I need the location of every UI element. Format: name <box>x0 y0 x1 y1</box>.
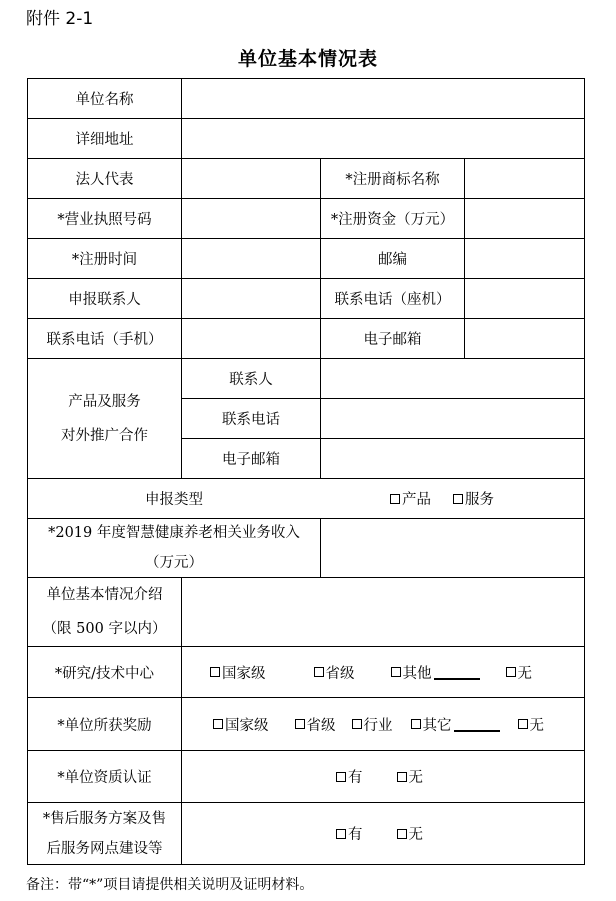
award-option-none[interactable] <box>518 714 545 735</box>
checkbox-icon <box>411 719 421 729</box>
aftersale-label-line2: 后服务网点建设等 <box>46 840 163 857</box>
rd-option-provincial[interactable] <box>314 662 355 683</box>
aftersale-label <box>28 803 181 864</box>
qualification-label: *单位资质认证 <box>57 770 152 786</box>
revenue-label-line1: *2019 年度智慧健康养老相关业务收入 <box>48 525 300 541</box>
awards-options <box>213 698 583 750</box>
award-other-blank[interactable] <box>454 716 500 732</box>
award-option-industry[interactable] <box>352 714 393 735</box>
checkbox-icon <box>352 719 362 729</box>
promo-phone-label: 联系电话 <box>222 412 280 428</box>
aftersale-no-label: 无 <box>408 827 423 843</box>
checkbox-icon <box>453 494 463 504</box>
landline-field[interactable] <box>465 279 584 318</box>
email-label: 电子邮箱 <box>363 332 422 348</box>
qual-no-label: 无 <box>408 770 423 786</box>
mobile-field[interactable] <box>182 319 320 358</box>
checkbox-icon <box>336 829 346 839</box>
intro-label <box>28 578 181 646</box>
promo-contact-field[interactable] <box>321 359 584 398</box>
applicant-contact-label: 申报联系人 <box>68 292 141 308</box>
capital-field[interactable] <box>465 199 584 238</box>
rd-national-label: 国家级 <box>222 665 266 682</box>
revenue-label-line2: （万元） <box>145 555 203 571</box>
intro-label-line2: （限 500 字以内） <box>42 621 167 637</box>
rd-none-label: 无 <box>517 665 532 682</box>
promo-label-line2: 对外推广合作 <box>61 427 148 444</box>
intro-label-line1: 单位基本情况介绍 <box>46 587 163 603</box>
aftersale-option-no[interactable] <box>397 823 424 844</box>
address-field[interactable] <box>182 119 584 158</box>
rd-option-national[interactable] <box>210 662 266 683</box>
postcode-field[interactable] <box>465 239 584 278</box>
postcode-label: 邮编 <box>378 252 407 268</box>
promo-contact-label: 联系人 <box>229 372 273 388</box>
rd-center-label: *研究/技术中心 <box>54 665 155 682</box>
apply-type-label: 申报类型 <box>145 492 203 508</box>
checkbox-icon <box>314 667 324 677</box>
applicant-contact-field[interactable] <box>182 279 320 318</box>
reg-time-label: *注册时间 <box>71 252 138 268</box>
option-product[interactable] <box>390 488 431 509</box>
legal-rep-field[interactable] <box>182 159 320 198</box>
promo-email-field[interactable] <box>321 439 584 478</box>
checkbox-icon <box>391 667 401 677</box>
rd-option-none[interactable] <box>506 662 533 683</box>
unit-name-field[interactable] <box>182 79 584 118</box>
footer-note: 备注：带“*”项目请提供相关说明及证明材料。 <box>26 877 314 893</box>
promo-cooperation-label <box>28 359 181 478</box>
award-national-label: 国家级 <box>225 717 269 734</box>
checkbox-icon <box>397 829 407 839</box>
mobile-label: 联系电话（手机） <box>46 332 163 348</box>
checkbox-icon <box>397 772 407 782</box>
award-none-label: 无 <box>529 717 544 734</box>
qual-option-yes[interactable] <box>336 766 363 787</box>
revenue-field[interactable] <box>321 519 584 577</box>
checkbox-icon <box>336 772 346 782</box>
checkbox-icon <box>518 719 528 729</box>
checkbox-icon <box>390 494 400 504</box>
trademark-label: *注册商标名称 <box>345 172 440 188</box>
license-no-label: *营业执照号码 <box>57 212 152 228</box>
intro-field[interactable] <box>182 578 584 646</box>
attachment-label: 附件 2-1 <box>26 9 94 29</box>
rd-other-blank[interactable] <box>434 664 480 680</box>
address-label: 详细地址 <box>75 132 134 148</box>
revenue-label <box>28 519 320 577</box>
aftersale-options <box>336 803 536 864</box>
rd-option-other[interactable] <box>391 662 480 683</box>
rd-provincial-label: 省级 <box>325 665 355 682</box>
award-other-label: 其它 <box>422 717 452 734</box>
apply-type-options <box>390 479 580 518</box>
unit-name-label: 单位名称 <box>75 92 134 108</box>
award-provincial-label: 省级 <box>306 717 336 734</box>
award-option-other[interactable] <box>411 714 500 735</box>
qual-option-no[interactable] <box>397 766 424 787</box>
landline-label: 联系电话（座机） <box>334 292 451 308</box>
checkbox-icon <box>213 719 223 729</box>
aftersale-yes-label: 有 <box>348 827 363 843</box>
option-service[interactable] <box>453 488 494 509</box>
checkbox-icon <box>506 667 516 677</box>
checkbox-icon <box>295 719 305 729</box>
option-service-label: 服务 <box>465 492 494 508</box>
promo-label-line1: 产品及服务 <box>68 393 141 410</box>
license-no-field[interactable] <box>182 199 320 238</box>
trademark-field[interactable] <box>465 159 584 198</box>
reg-time-field[interactable] <box>182 239 320 278</box>
award-option-provincial[interactable] <box>295 714 336 735</box>
qual-yes-label: 有 <box>348 770 363 786</box>
checkbox-icon <box>210 667 220 677</box>
award-industry-label: 行业 <box>363 717 393 734</box>
rd-center-options <box>210 647 582 697</box>
capital-label: *注册资金（万元） <box>330 212 455 228</box>
promo-email-label: 电子邮箱 <box>222 452 280 468</box>
promo-phone-field[interactable] <box>321 399 584 438</box>
award-option-national[interactable] <box>213 714 269 735</box>
rd-other-label: 其他 <box>402 665 432 682</box>
legal-rep-label: 法人代表 <box>75 172 134 188</box>
qualification-options <box>336 751 536 802</box>
form-title: 单位基本情况表 <box>237 48 378 70</box>
option-product-label: 产品 <box>402 492 431 508</box>
email-field[interactable] <box>465 319 584 358</box>
awards-label: *单位所获奖励 <box>57 717 152 734</box>
aftersale-label-line1: *售后服务方案及售 <box>42 810 167 827</box>
aftersale-option-yes[interactable] <box>336 823 363 844</box>
